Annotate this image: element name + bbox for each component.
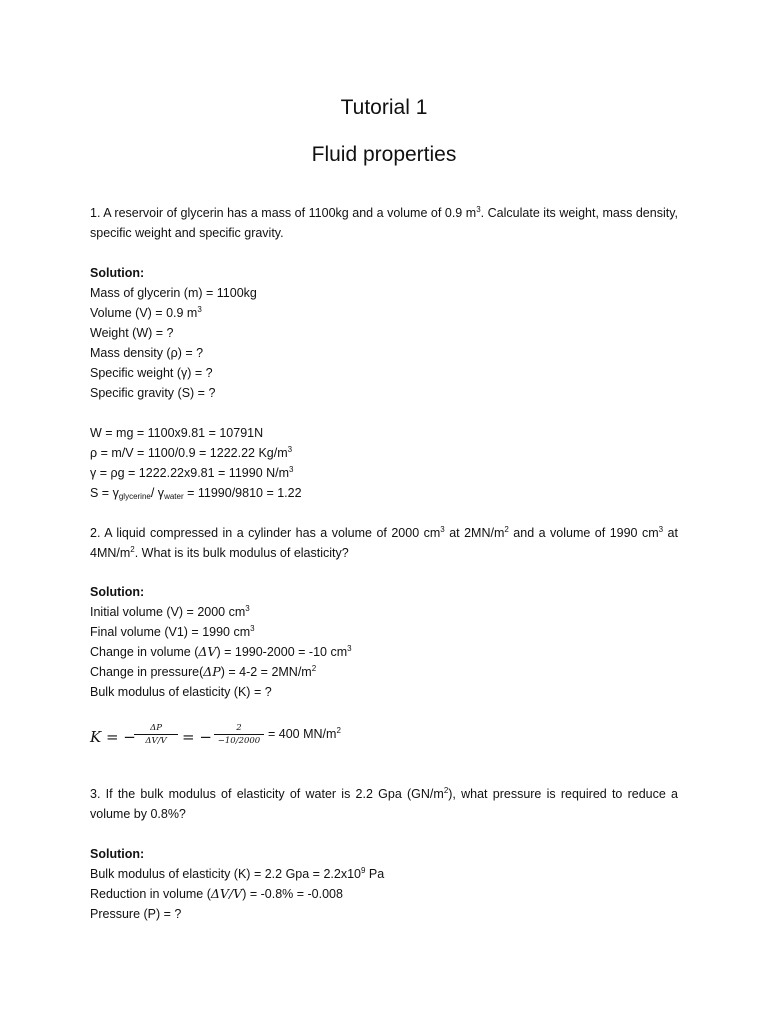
final-volume: Final volume (V1) = 1990 $cm^3$	[90, 624, 255, 639]
solution-label-2: Solution:	[90, 585, 145, 599]
calc-specific-weight: γ = ρg = 1222.22x9.81 = 11990 $N/m^3$	[90, 465, 294, 480]
calc-weight: W = mg = 1100x9.81 = 10791N	[90, 426, 264, 440]
change-in-pressure: Change in pressure(ΔP) = $4-2 = 2MN/m^2$	[90, 664, 317, 679]
solution-label-3: Solution:	[90, 847, 145, 861]
given-specific-weight: Specific weight (γ) = ?	[90, 366, 213, 380]
given-density: Mass density (ρ) = ?	[90, 346, 204, 360]
pressure-unknown: Pressure (P) = ?	[90, 907, 182, 921]
given-weight: Weight (W) = ?	[90, 326, 174, 340]
page-subtitle: Fluid properties	[311, 143, 457, 166]
given-mass: Mass of glycerin (m) = 1100kg	[90, 286, 257, 300]
bulk-modulus-given: Bulk modulus of elasticity (K) = 2.2 Gpa = $2.2x10^9$ Pa	[90, 866, 385, 881]
given-specific-gravity: Specific gravity (S) = ?	[90, 386, 216, 400]
change-in-volume: Change in volume (ΔV) = 1990-2000 = -10 $cm^3$	[90, 644, 352, 659]
equation-result: = 400 $MN/m^2$	[268, 726, 341, 741]
equation-middle: = −	[182, 728, 212, 746]
given-volume: Volume (V) = 0.9 $m^3$	[90, 305, 202, 320]
solution-label-1: Solution:	[90, 266, 145, 280]
page-title: Tutorial 1	[340, 96, 428, 119]
calc-density: ρ = m/V = 1100/0.9 = 1222.22 $Kg/m^3$	[90, 445, 293, 460]
question-2: 2. A liquid compressed in a cylinder has a volume of 2000 $cm^3$ at $2MN/m^2$ and a volume of 1990 $cm^3$ at $4MN/m^2$. What is its bulk modulus of elasticity?	[90, 525, 678, 560]
question-1: 1. A reservoir of glycerin has a mass of 1100kg and a volume of 0.9 $m^3$. Calculate its weight, mass density, specific weight and specific gravity.	[90, 205, 678, 240]
question-3: 3. If the bulk modulus of elasticity of water is 2.2 Gpa $(GN/m^2)$, what pressure is required to reduce a volume by 0.8%?	[90, 786, 679, 821]
reduction-in-volume: Reduction in volume (ΔV/V) = -0.8% = -0.008	[90, 886, 343, 901]
bulk-modulus-equation	[90, 720, 390, 756]
initial-volume: Initial volume (V) = 2000 $cm^3$	[90, 604, 250, 619]
calc-specific-gravity: $S = \gamma_{glycerine}/$ $\gamma_{water} = 11990/9810 = 1.22$	[90, 486, 302, 501]
fraction-values: 2 −10/2000	[214, 722, 264, 747]
fraction-dp-dv: ΔP ΔV/V	[134, 722, 178, 747]
bulk-modulus-unknown: Bulk modulus of elasticity (K) = ?	[90, 685, 272, 699]
equation-lhs: K = −	[90, 728, 136, 746]
